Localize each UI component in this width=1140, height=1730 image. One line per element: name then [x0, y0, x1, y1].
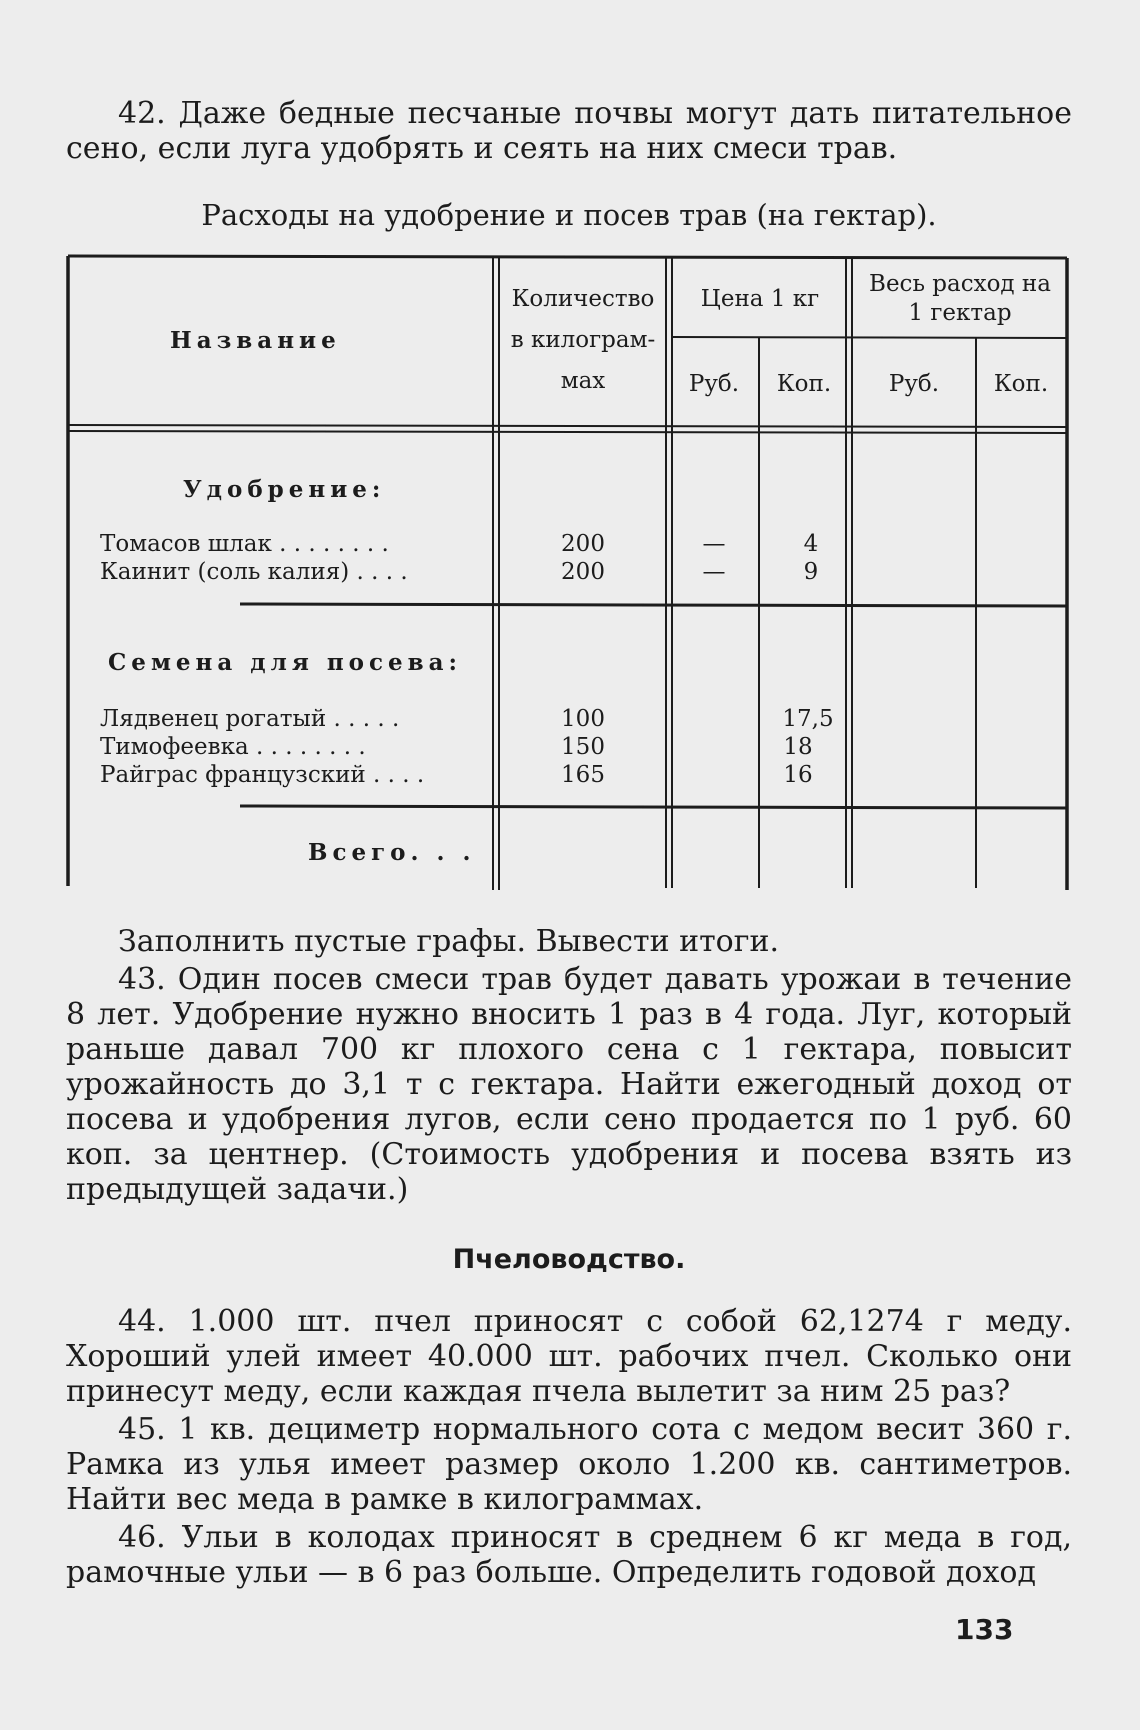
row-price-kop: 9 — [803, 559, 819, 585]
row-name: Тимофеевка . . . . . . . . — [100, 734, 366, 760]
row-name: Каинит (соль калия) . . . . — [100, 559, 408, 585]
problem-42-text: 42. Даже бедные песчаные почвы могут дать питательное сено, если луга удобрять и сеять на них смеси трав. — [66, 96, 1072, 166]
header-quantity-line3: мах — [560, 368, 606, 394]
row-price-kop: 17,5 — [782, 706, 834, 732]
row-name: Райграс французский . . . . — [100, 762, 425, 788]
header-price-1kg: Цена 1 кг — [700, 286, 820, 312]
header-quantity-line1: Количество — [511, 286, 655, 312]
instruction-text: Заполнить пустые графы. Вывести итоги. — [118, 924, 779, 959]
row-price-kop: 18 — [783, 734, 813, 760]
row-qty: 100 — [561, 706, 605, 732]
section-title-seeds: Семена для посева: — [108, 649, 463, 676]
problem-44-text: 44. 1.000 шт. пчел приносят с собой 62,1274 г меду. Хороший улей имеет 40.000 шт. рабочих пчел. Сколько они принесут меду, если каждая пчела вылетит за ним 25 раз? — [66, 1304, 1072, 1409]
header-quantity-line2: в килограм- — [510, 327, 656, 353]
problem-43-text: 43. Один посев смеси трав будет давать урожаи в течение 8 лет. Удобрение нужно вносить 1 раз в 4 года. Луг, который раньше давал 700 кг плохого сена с 1 гектара, повысит урожайность до 3,1 т с гектара. Найти ежегодный доход от посева и удобрения лугов, если сено продается по 1 руб. 60 коп. за центнер. (Стоимость удобрения и посева взять из предыдущей задачи.) — [66, 962, 1072, 1207]
header-total-line1: Весь расход на — [869, 271, 1051, 297]
table-caption: Расходы на удобрение и посев трав (на гектар). — [201, 198, 937, 232]
section-title-fertilizer: Удобрение: — [183, 476, 386, 503]
row-qty: 200 — [561, 531, 605, 557]
header-price-kop: Коп. — [776, 371, 832, 397]
header-total-kop: Коп. — [993, 371, 1049, 397]
row-price-kop: 4 — [803, 531, 819, 557]
row-qty: 200 — [561, 559, 605, 585]
header-name: Название — [170, 327, 341, 354]
problem-45-text: 45. 1 кв. дециметр нормального сота с медом весит 360 г. Рамка из улья имеет размер около 1.200 кв. сантиметров. Найти вес меда в рамке в килограммах. — [66, 1412, 1072, 1517]
row-name: Лядвенец рогатый . . . . . — [100, 706, 400, 732]
total-label: Всего. . . — [308, 839, 476, 866]
table-top-border — [68, 256, 1067, 258]
row-price-kop: 16 — [783, 762, 813, 788]
section-heading-beekeeping: Пчеловодство. — [452, 1244, 686, 1275]
header-total-line2: 1 гектар — [908, 300, 1012, 326]
row-qty: 150 — [561, 734, 605, 760]
row-qty: 165 — [561, 762, 605, 788]
row-price-rub: — — [702, 531, 726, 557]
problem-46-text: 46. Ульи в колодах приносят в среднем 6 кг меда в год, рамочные ульи — в 6 раз больше. Определить годовой доход — [66, 1520, 1072, 1590]
header-total-rub: Руб. — [888, 371, 940, 397]
row-price-rub: — — [702, 559, 726, 585]
row-name: Томасов шлак . . . . . . . . — [100, 531, 389, 557]
header-price-rub: Руб. — [688, 371, 740, 397]
page-number: 133 — [955, 1613, 1014, 1646]
